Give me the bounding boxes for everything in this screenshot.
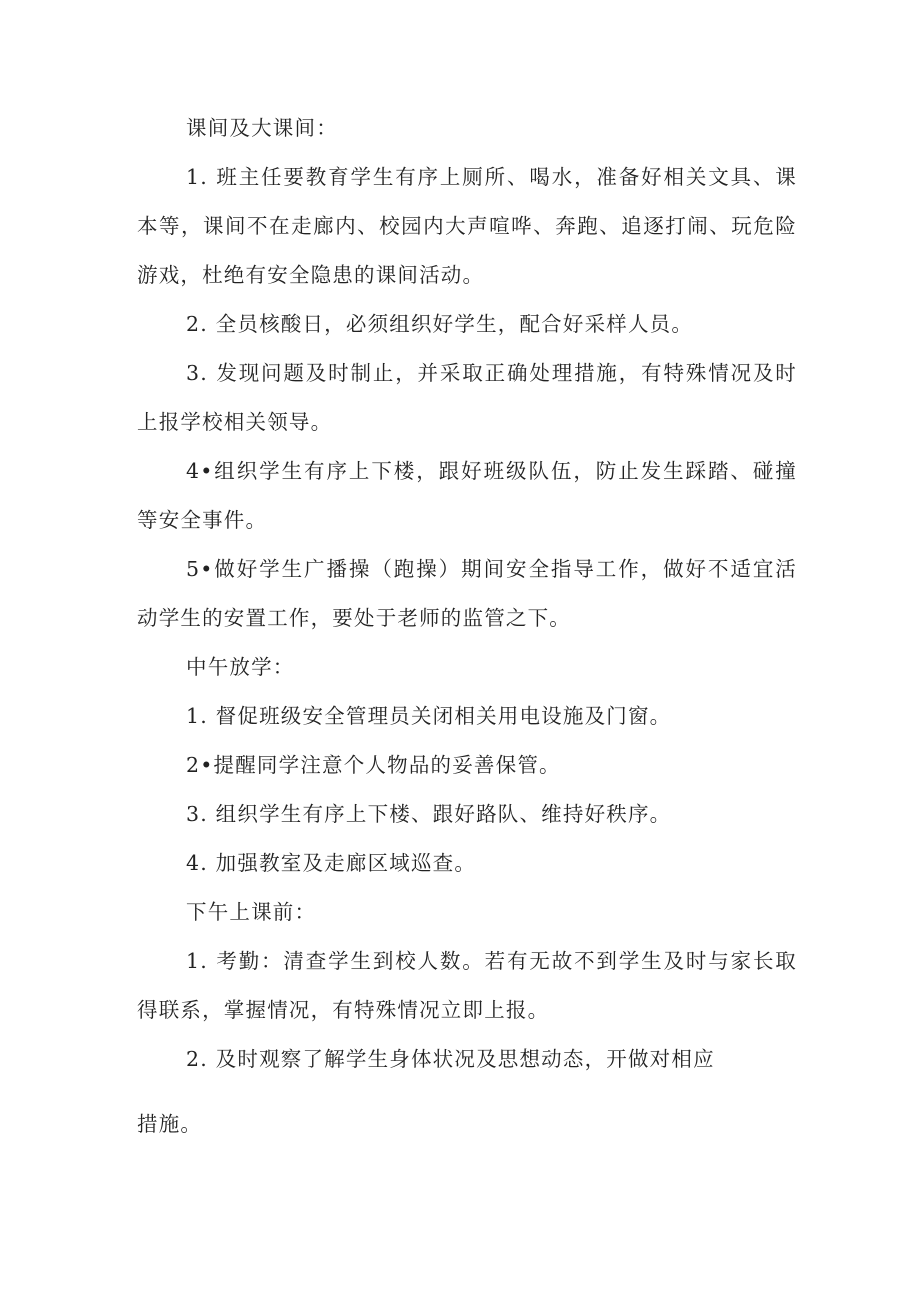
paragraph-recess-2: 2. 全员核酸日，必须组织好学生，配合好采样人员。 [186,312,694,336]
section-heading-noon-dismissal: 中午放学： [186,655,295,679]
paragraph-afternoon-1: 1. 考勤：清查学生到校人数。若有无故不到学生及时与家长取得联系，掌握情况，有特殊情况立即上报。 [137,949,797,1022]
paragraph-recess-3: 3. 发现问题及时制止，并采取正确处理措施，有特殊情况及时上报学校相关领导。 [137,361,797,434]
paragraph-afternoon-2: 2. 及时观察了解学生身体状况及思想动态，开做对相应 [186,1047,715,1071]
paragraph-noon-3: 3. 组织学生有序上下楼、跟好路队、维持好秩序。 [186,802,672,826]
section-heading-afternoon: 下午上课前： [186,900,317,924]
document-body [137,104,797,1149]
paragraph-afternoon-2-continuation: 措施。 [137,1112,203,1136]
section-heading-recess: 课间及大课间： [186,116,338,140]
paragraph-recess-5: 5•做好学生广播操（跑操）期间安全指导工作，做好不适宜活动学生的安置工作，要处于老师的监管之下。 [137,557,797,630]
paragraph-noon-1: 1. 督促班级安全管理员关闭相关用电设施及门窗。 [186,704,672,728]
paragraph-noon-4: 4. 加强教室及走廊区域巡查。 [186,851,477,875]
paragraph-noon-2: 2•提醒同学注意个人物品的妥善保管。 [186,753,561,777]
paragraph-recess-4: 4•组织学生有序上下楼，跟好班级队伍，防止发生踩踏、碰撞等安全事件。 [137,459,797,532]
paragraph-recess-1: 1. 班主任要教育学生有序上厕所、喝水，准备好相关文具、课本等，课间不在走廊内、校园内大声喧哗、奔跑、追逐打闹、玩危险游戏，杜绝有安全隐患的课间活动。 [137,165,797,287]
